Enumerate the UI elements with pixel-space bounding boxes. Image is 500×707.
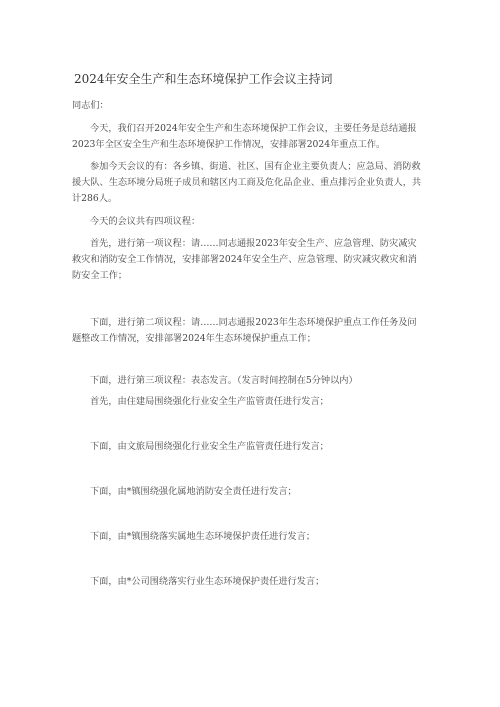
paragraph-intro-line-2: 2023年全区安全生产和生态环境保护工作情况，安排部署2024年重点工作。: [72, 139, 386, 150]
paragraph-speaker-1: 首先，由住建局围绕强化行业安全生产监管责任进行发言；: [90, 396, 329, 407]
paragraph-item-3: 下面，进行第三项议程：表态发言。（发言时间控制在5分钟以内）: [90, 375, 358, 386]
paragraph-speaker-3: 下面，由*镇围绕强化属地消防安全责任进行发言；: [90, 486, 297, 497]
greeting: 同志们：: [72, 100, 109, 111]
document-title: 2024年安全生产和生态环境保护工作会议主持词: [74, 72, 333, 86]
paragraph-speaker-2: 下面，由文旅局围绕强化行业安全生产监管责任进行发言；: [90, 441, 329, 452]
paragraph-item-1-line-3: 防安全工作；: [72, 270, 128, 281]
paragraph-attendees-line-1: 参加今天会议的有：各乡镇、街道、社区、国有企业主要负责人；应急局、消防救: [90, 161, 421, 172]
paragraph-speaker-5: 下面，由*公司围绕落实行业生态环境保护责任进行发言；: [90, 576, 325, 587]
paragraph-speaker-4: 下面，由*镇围绕落实属地生态环境保护责任进行发言；: [90, 531, 316, 542]
paragraph-item-2-line-1: 下面，进行第二项议程：请……同志通报2023年生态环境保护重点工作任务及问: [90, 317, 417, 328]
paragraph-agenda-intro: 今天的会议共有四项议程：: [90, 216, 201, 227]
paragraph-item-1-line-2: 救灾和消防安全工作情况，安排部署2024年安全生产、应急管理、防灾减灾救灾和消: [72, 254, 417, 265]
paragraph-attendees-line-3: 计286人。: [72, 193, 118, 204]
paragraph-attendees-line-2: 援大队、生态环境分局班子成员和辖区内工商及危化品企业、重点排污企业负责人，共: [72, 177, 422, 188]
paragraph-item-1-line-1: 首先，进行第一项议程：请……同志通报2023年安全生产、应急管理、防灾减灾: [90, 238, 417, 249]
paragraph-item-2-line-2: 题整改工作情况，安排部署2024年生态环境保护重点工作；: [72, 333, 316, 344]
paragraph-intro-line-1: 今天，我们召开2024年安全生产和生态环境保护工作会议，主要任务是总结通报: [90, 123, 417, 134]
